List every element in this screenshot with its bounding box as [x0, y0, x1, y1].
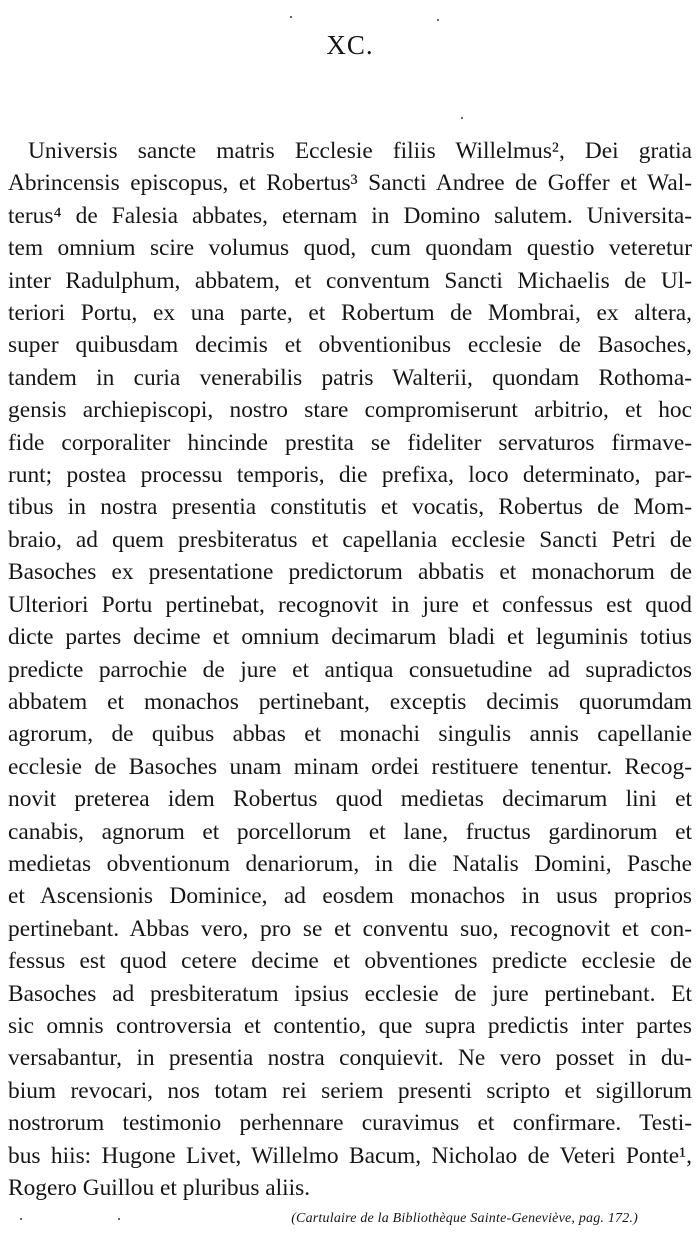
- text-line: terus⁴ de Falesia abbates, eternam in Domino salutem. Universita-: [8, 202, 692, 229]
- text-line: pertinebant. Abbas vero, pro se et conventu suo, recognovit et con-: [8, 915, 692, 942]
- text-line: Rogero Guillou et pluribus aliis.: [8, 1175, 311, 1201]
- text-line: tandem in curia venerabilis patris Walterii, quondam Rothoma-: [8, 364, 692, 391]
- text-line: braio, ad quem presbiteratus et capellania ecclesie Sancti Petri de: [8, 526, 692, 553]
- text-line: et Ascensionis Dominice, ad eosdem monachos in usus proprios: [8, 883, 692, 910]
- text-line: predicte parrochie de jure et antiqua consuetudine ad supradictos: [8, 656, 692, 683]
- text-line: Abrincensis episcopus, et Robertus³ Sancti Andree de Goffer et Wal-: [8, 170, 692, 197]
- text-line: sic omnis controversia et contentio, que supra predictis inter partes: [8, 1012, 692, 1039]
- text-line: fessus est quod cetere decime et obventiones predicte ecclesie de: [8, 948, 692, 975]
- text-line: medietas obventionum denariorum, in die Natalis Domini, Pasche: [8, 850, 692, 877]
- text-line: abbatem et monachos pertinebant, exceptis decimis quorumdam: [8, 688, 692, 715]
- text-line: agrorum, de quibus abbas et monachi singulis annis capellanie: [8, 721, 692, 748]
- text-line: gensis archiepiscopi, nostro stare compromiserunt arbitrio, et hoc: [8, 397, 692, 424]
- text-line: ecclesie de Basoches unam minam ordei restituere tenentur. Recog-: [8, 753, 692, 780]
- scan-speck: [290, 16, 292, 18]
- charter-body-text: [8, 135, 692, 1204]
- text-line: inter Radulphum, abbatem, et conventum Sancti Michaelis de Ul-: [8, 267, 692, 294]
- text-line: canabis, agnorum et porcellorum et lane, fructus gardinorum et: [8, 818, 692, 845]
- text-line: bium revocari, nos totam rei seriem presenti scripto et sigillorum: [8, 1077, 692, 1104]
- text-line: Universis sancte matris Ecclesie filiis Willelmus², Dei gratia: [28, 138, 692, 164]
- text-line: dicte partes decime et omnium decimarum bladi et leguminis totius: [8, 624, 692, 651]
- text-line: Basoches ad presbiteratum ipsius ecclesie de jure pertinebant. Et: [8, 980, 692, 1007]
- scan-speck: [118, 1218, 120, 1220]
- scan-speck: [461, 117, 463, 119]
- text-line: Basoches ex presentatione predictorum abbatis et monachorum de: [8, 559, 692, 586]
- source-citation: (Cartulaire de la Bibliothèque Sainte-Geneviève, pag. 172.): [291, 1211, 638, 1226]
- text-line: bus hiis: Hugone Livet, Willelmo Bacum, Nicholao de Veteri Ponte¹,: [8, 1142, 692, 1169]
- charter-number-heading: XC.: [326, 30, 374, 60]
- text-line: Ulteriori Portu pertinebat, recognovit in jure et confessus est quod: [8, 591, 692, 618]
- text-line: super quibusdam decimis et obventionibus ecclesie de Basoches,: [8, 332, 692, 359]
- text-line: versabantur, in presentia nostra conquievit. Ne vero posset in du-: [8, 1045, 692, 1072]
- text-line: runt; postea processu temporis, die prefixa, loco determinato, par-: [8, 462, 692, 489]
- text-line: nostrorum testimonio perhennare curavimus et confirmare. Testi-: [8, 1110, 692, 1137]
- text-line: tem omnium scire volumus quod, cum quondam questio veteretur: [8, 235, 692, 262]
- text-line: novit preterea idem Robertus quod medietas decimarum lini et: [8, 786, 692, 813]
- text-line: tibus in nostra presentia constitutis et vocatis, Robertus de Mom-: [8, 494, 692, 521]
- text-line: teriori Portu, ex una parte, et Robertum de Mombrai, ex altera,: [8, 300, 692, 327]
- scan-speck: [437, 19, 439, 21]
- scan-speck: [20, 1218, 22, 1220]
- text-line: fide corporaliter hincinde prestita se fideliter servaturos firmave-: [8, 429, 692, 456]
